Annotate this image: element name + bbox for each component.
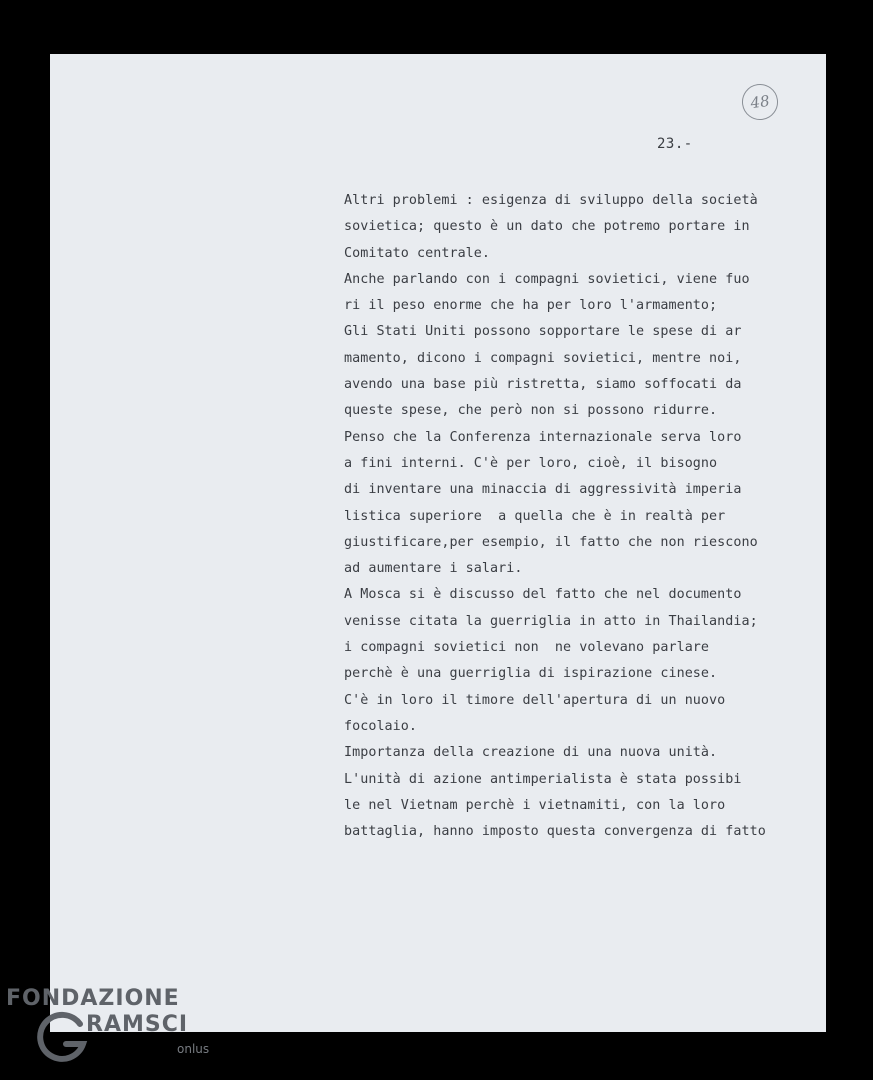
typed-text-body <box>344 188 814 845</box>
text-line: sovietica; questo è un dato che potremo portare in <box>344 219 750 235</box>
text-line: Importanza della creazione di una nuova unità. <box>344 745 718 761</box>
text-line: venisse citata la guerriglia in atto in Thailandia; <box>344 613 758 629</box>
text-line: a fini interni. C'è per loro, cioè, il bisogno <box>344 455 718 471</box>
text-line: listica superiore a quella che è in realtà per <box>344 508 726 524</box>
page-number: 23.- <box>657 136 693 152</box>
text-line: avendo una base più ristretta, siamo soffocati da <box>344 377 742 393</box>
text-line: ri il peso enorme che ha per loro l'armamento; <box>344 298 718 314</box>
text-line: giustificare,per esempio, il fatto che non riescono <box>344 534 758 550</box>
watermark-onlus: onlus <box>177 1042 210 1056</box>
text-line: Penso che la Conferenza internazionale serva loro <box>344 429 742 445</box>
text-line: battaglia, hanno imposto questa convergenza di fatto <box>344 824 766 840</box>
text-line: C'è in loro il timore dell'apertura di un nuovo <box>344 692 726 708</box>
text-line: L'unità di azione antimperialista è stata possibi <box>344 771 742 787</box>
text-line: i compagni sovietici non ne volevano parlare <box>344 640 710 656</box>
watermark-line2: RAMSCI <box>86 1012 189 1037</box>
watermark-line1: FONDAZIONE <box>6 986 180 1011</box>
text-line: le nel Vietnam perchè i vietnamiti, con la loro <box>344 797 726 813</box>
text-line: Gli Stati Uniti possono sopportare le spese di ar <box>344 324 742 340</box>
text-line: perchè è una guerriglia di ispirazione cinese. <box>344 666 718 682</box>
text-line: focolaio. <box>344 718 418 734</box>
fondazione-gramsci-watermark <box>6 986 216 1076</box>
text-line: queste spese, che però non si possono ridurre. <box>344 403 718 419</box>
archive-number: 48 <box>749 91 771 113</box>
watermark-g-icon <box>36 1010 90 1064</box>
text-line: Altri problemi : esigenza di sviluppo della società <box>344 193 758 208</box>
text-line: Comitato centrale. <box>344 245 491 261</box>
text-line: Anche parlando con i compagni sovietici, viene fuo <box>344 271 750 287</box>
text-line: A Mosca si è discusso del fatto che nel documento <box>344 587 742 603</box>
text-line: ad aumentare i salari. <box>344 561 523 577</box>
text-line: di inventare una minaccia di aggressività imperia <box>344 482 742 498</box>
text-line: mamento, dicono i compagni sovietici, mentre noi, <box>344 350 742 366</box>
